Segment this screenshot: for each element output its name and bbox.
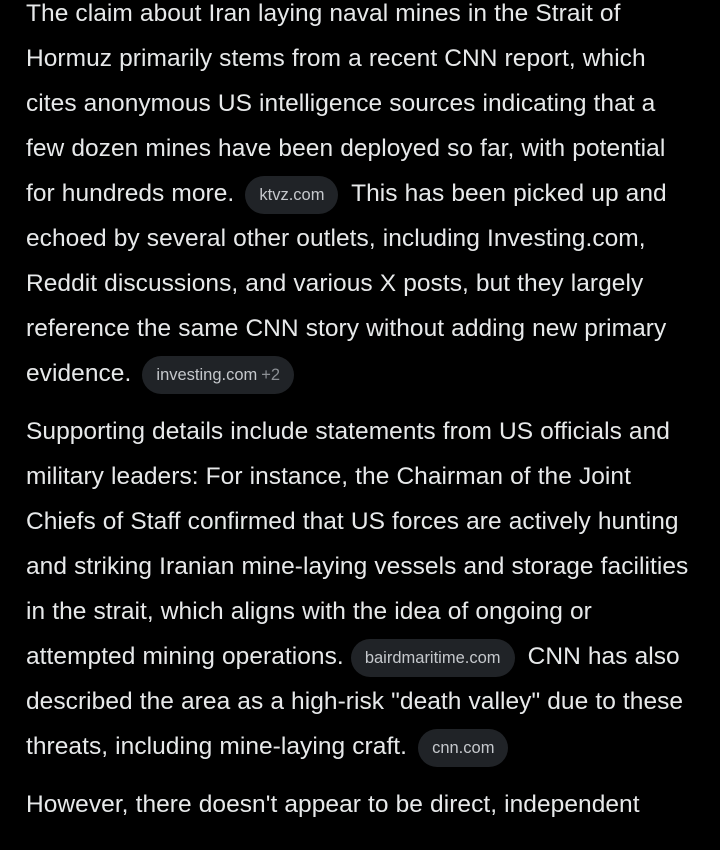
citation-chip-investing[interactable]: [142, 356, 294, 394]
citation-chip-bairdmaritime[interactable]: [351, 639, 515, 677]
paragraph-supporting-details: [26, 409, 700, 769]
response-content: [26, 0, 700, 827]
paragraph-text: The claim about Iran laying naval mines in the Strait of Hormuz primarily stems from a recent CNN report, which cites anonymous US intelligence sources indicating that a few dozen mines have been deployed so far, with potential for hundreds more.: [26, 0, 666, 207]
paragraph-text: Supporting details include statements from US officials and military leaders: For instance, the Chairman of the Joint Chiefs of Staff confirmed that US forces are actively hunting and striking Iranian mine-laying vessels and storage facilities in the strait, which aligns with the idea of ongoing or attempted mining operations.: [26, 418, 689, 670]
paragraph-text: This has been picked up and echoed by several other outlets, including Investing.com, Reddit discussions, and various X posts, but they largely reference the same CNN story without adding new primary evidence.: [26, 180, 667, 387]
citation-label: cnn.com: [432, 739, 495, 757]
citation-chip-cnn[interactable]: [418, 729, 508, 767]
paragraph-however: [26, 782, 700, 827]
citation-label: investing.com: [156, 366, 258, 384]
citation-label: ktvz.com: [259, 186, 325, 204]
paragraph-text: However, there doesn't appear to be direct, independent: [26, 791, 640, 818]
citation-chip-ktvz[interactable]: [245, 176, 338, 214]
paragraph-mine-claim-source: [26, 0, 700, 396]
citation-more-count: +2: [261, 366, 281, 384]
paragraph-text: CNN has also described the area as a high-risk "death valley" due to these threats, including mine-laying craft.: [26, 643, 684, 760]
citation-label: bairdmaritime.com: [364, 649, 501, 667]
